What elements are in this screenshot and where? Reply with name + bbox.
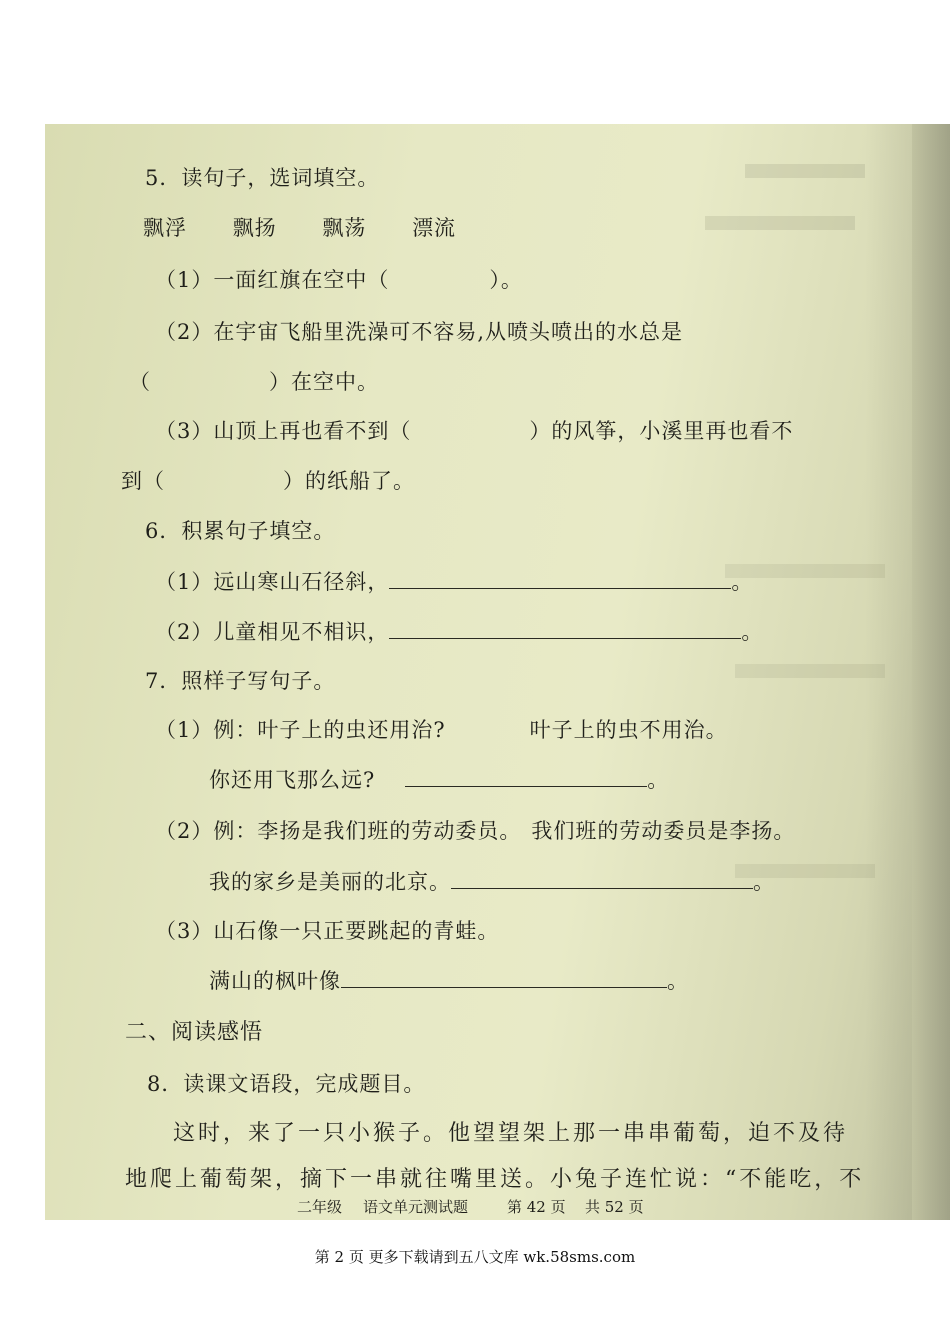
- page-edge: [912, 124, 950, 1220]
- q8-title: 8．读课文语段，完成题目。: [147, 1072, 426, 1096]
- q5-sentence-3a: （3）山顶上再也看不到（ ）的风筝，小溪里再也看不: [155, 419, 794, 443]
- q5-sentence-2a: （2）在宇宙飞船里洗澡可不容易,从喷头喷出的水总是: [155, 320, 684, 344]
- passage-line-2: 地爬上葡萄架，摘下一串就往嘴里送。小兔子连忙说：“不能吃，不: [125, 1167, 865, 1192]
- document-footer: 第 2 页 更多下载请到五八文库 wk.58sms.com: [314, 1248, 636, 1266]
- word-option: 飘荡: [322, 216, 367, 240]
- q5-sentence-2b: （ ）在空中。: [129, 370, 379, 394]
- word-option: 飘浮: [143, 216, 187, 240]
- answer-line[interactable]: [341, 969, 667, 988]
- q7-example-1: （1）例：叶子上的虫还用治? 叶子上的虫不用治。: [155, 718, 728, 742]
- q7-task-3: 满山的枫叶像 。: [209, 969, 689, 993]
- answer-line[interactable]: [405, 768, 647, 787]
- q7-example-2: （2）例：李扬是我们班的劳动委员。 我们班的劳动委员是李扬。: [155, 819, 796, 843]
- answer-line[interactable]: [451, 870, 753, 889]
- passage-line-1: 这时，来了一只小猴子。他望望架上那一串串葡萄，迫不及待: [173, 1121, 849, 1146]
- word-option: 飘扬: [232, 216, 277, 240]
- bleed-through-mark: [745, 164, 865, 178]
- section-2-title: 二、阅读感悟: [125, 1020, 264, 1045]
- q7-task-2: 我的家乡是美丽的北京。 。: [209, 870, 775, 894]
- q5-word-bank: [143, 212, 494, 242]
- q6-line-2: （2）儿童相见不相识， 。: [155, 620, 764, 644]
- exam-footer-page: 第 42 页: [507, 1198, 566, 1216]
- q5-title: 5．读句子，选词填空。: [145, 166, 380, 190]
- answer-line[interactable]: [389, 620, 741, 639]
- q7-title: 7．照样子写句子。: [145, 669, 336, 693]
- q6-line-1: （1）远山寒山石径斜， 。: [155, 570, 754, 594]
- q7-task-1: 你还用飞那么远? 。: [209, 768, 670, 792]
- exam-footer-total: 共 52 页: [585, 1198, 644, 1216]
- bleed-through-mark: [735, 664, 885, 678]
- q5-sentence-3b: 到（ ）的纸船了。: [121, 469, 415, 493]
- q7-example-3: （3）山石像一只正要跳起的青蛙。: [155, 919, 500, 943]
- exam-footer-grade: 二年级: [297, 1198, 343, 1216]
- scanned-page-photo: [45, 124, 950, 1220]
- exam-footer-subject: 语文单元测试题: [363, 1198, 469, 1216]
- word-option: 漂流: [412, 216, 457, 240]
- bleed-through-mark: [705, 216, 855, 230]
- q5-sentence-1: （1）一面红旗在空中（ ）。: [155, 268, 523, 292]
- q6-title: 6．积累句子填空。: [145, 519, 336, 543]
- answer-line[interactable]: [389, 570, 731, 589]
